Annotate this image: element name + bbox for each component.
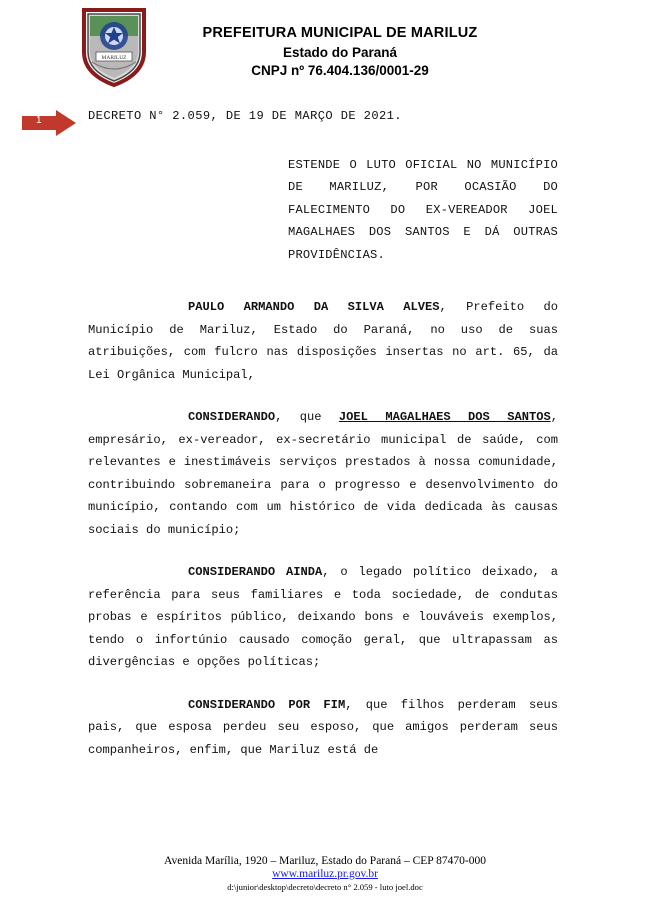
paragraph-considerando-2: [88, 561, 558, 674]
paragraph-considerando-1-mid: , que: [275, 410, 339, 424]
annotation-arrow-1: [22, 110, 78, 136]
paragraph-considerando-1: [88, 406, 558, 541]
paragraph-mayor-lead: PAULO ARMANDO DA SILVA ALVES: [188, 300, 440, 314]
document-header: [0, 24, 650, 80]
paragraph-considerando-2-text: , o legado político deixado, a referência para seus familiares e toda sociedade, de condutas probas e espíritos público, deixando bons e louváveis exemplos, tendo o infortúnio causado comoção geral, que ultrapassam as divergências e opções políticas;: [88, 565, 558, 669]
header-title-city: PREFEITURA MUNICIPAL DE MARILUZ: [202, 25, 478, 41]
svg-text:MARILUZ: MARILUZ: [101, 55, 127, 61]
footer-file-path: d:\junior\desktop\decreto\decreto n° 2.059 - luto joel.doc: [227, 882, 423, 892]
document-footer: [0, 855, 650, 892]
paragraph-considerando-3-lead: CONSIDERANDO POR FIM: [188, 697, 346, 712]
document-body: [88, 105, 558, 761]
annotation-arrow-label: 1: [36, 115, 42, 126]
paragraph-considerando-1-text: , empresário, ex-vereador, ex-secretário municipal de saúde, com relevantes e inestimáveis serviços prestados à nossa comunidade, contribuindo sobremaneira para o progresso e desenvolvimento do município, contando com um histórico de vida dedicada às causas sociais do município;: [88, 410, 559, 537]
paragraph-considerando-1-lead: CONSIDERANDO: [188, 410, 276, 424]
paragraph-mayor-text: , Prefeito do Município de Mariluz, Estado do Paraná, no uso de suas atribuições, com fulcro nas disposições insertas no art. 65, da Lei Orgânica Municipal,: [88, 300, 558, 382]
footer-address: Avenida Marília, 1920 – Mariluz, Estado do Paraná – CEP 87470-000: [164, 855, 486, 867]
decree-number-title: DECRETO N° 2.059, DE 19 DE MARÇO DE 2021.: [88, 109, 402, 123]
paragraph-considerando-3: [88, 694, 558, 762]
header-title-cnpj: CNPJ nº 76.404.136/0001-29: [251, 62, 429, 78]
paragraph-mayor: [88, 296, 558, 386]
header-title-state: Estado do Paraná: [282, 44, 398, 60]
paragraph-considerando-2-lead: CONSIDERANDO AINDA: [188, 565, 323, 579]
paragraph-considerando-1-name: JOEL MAGALHAES DOS SANTOS: [338, 410, 551, 424]
footer-website-link[interactable]: www.mariluz.pr.gov.br: [272, 868, 378, 880]
paragraph-considerando-3-text: , que filhos perderam seus pais, que esposa perdeu seu esposo, que amigos perderam seus companheiros, enfim, que Mariluz está de: [88, 697, 558, 757]
decree-summary: ESTENDE O LUTO OFICIAL NO MUNICÍPIO DE MARILUZ, POR OCASIÃO DO FALECIMENTO DO EX-VEREADOR JOEL MAGALHAES DOS SANTOS E DÁ OUTRAS PROVIDÊNCIAS.: [288, 157, 558, 262]
